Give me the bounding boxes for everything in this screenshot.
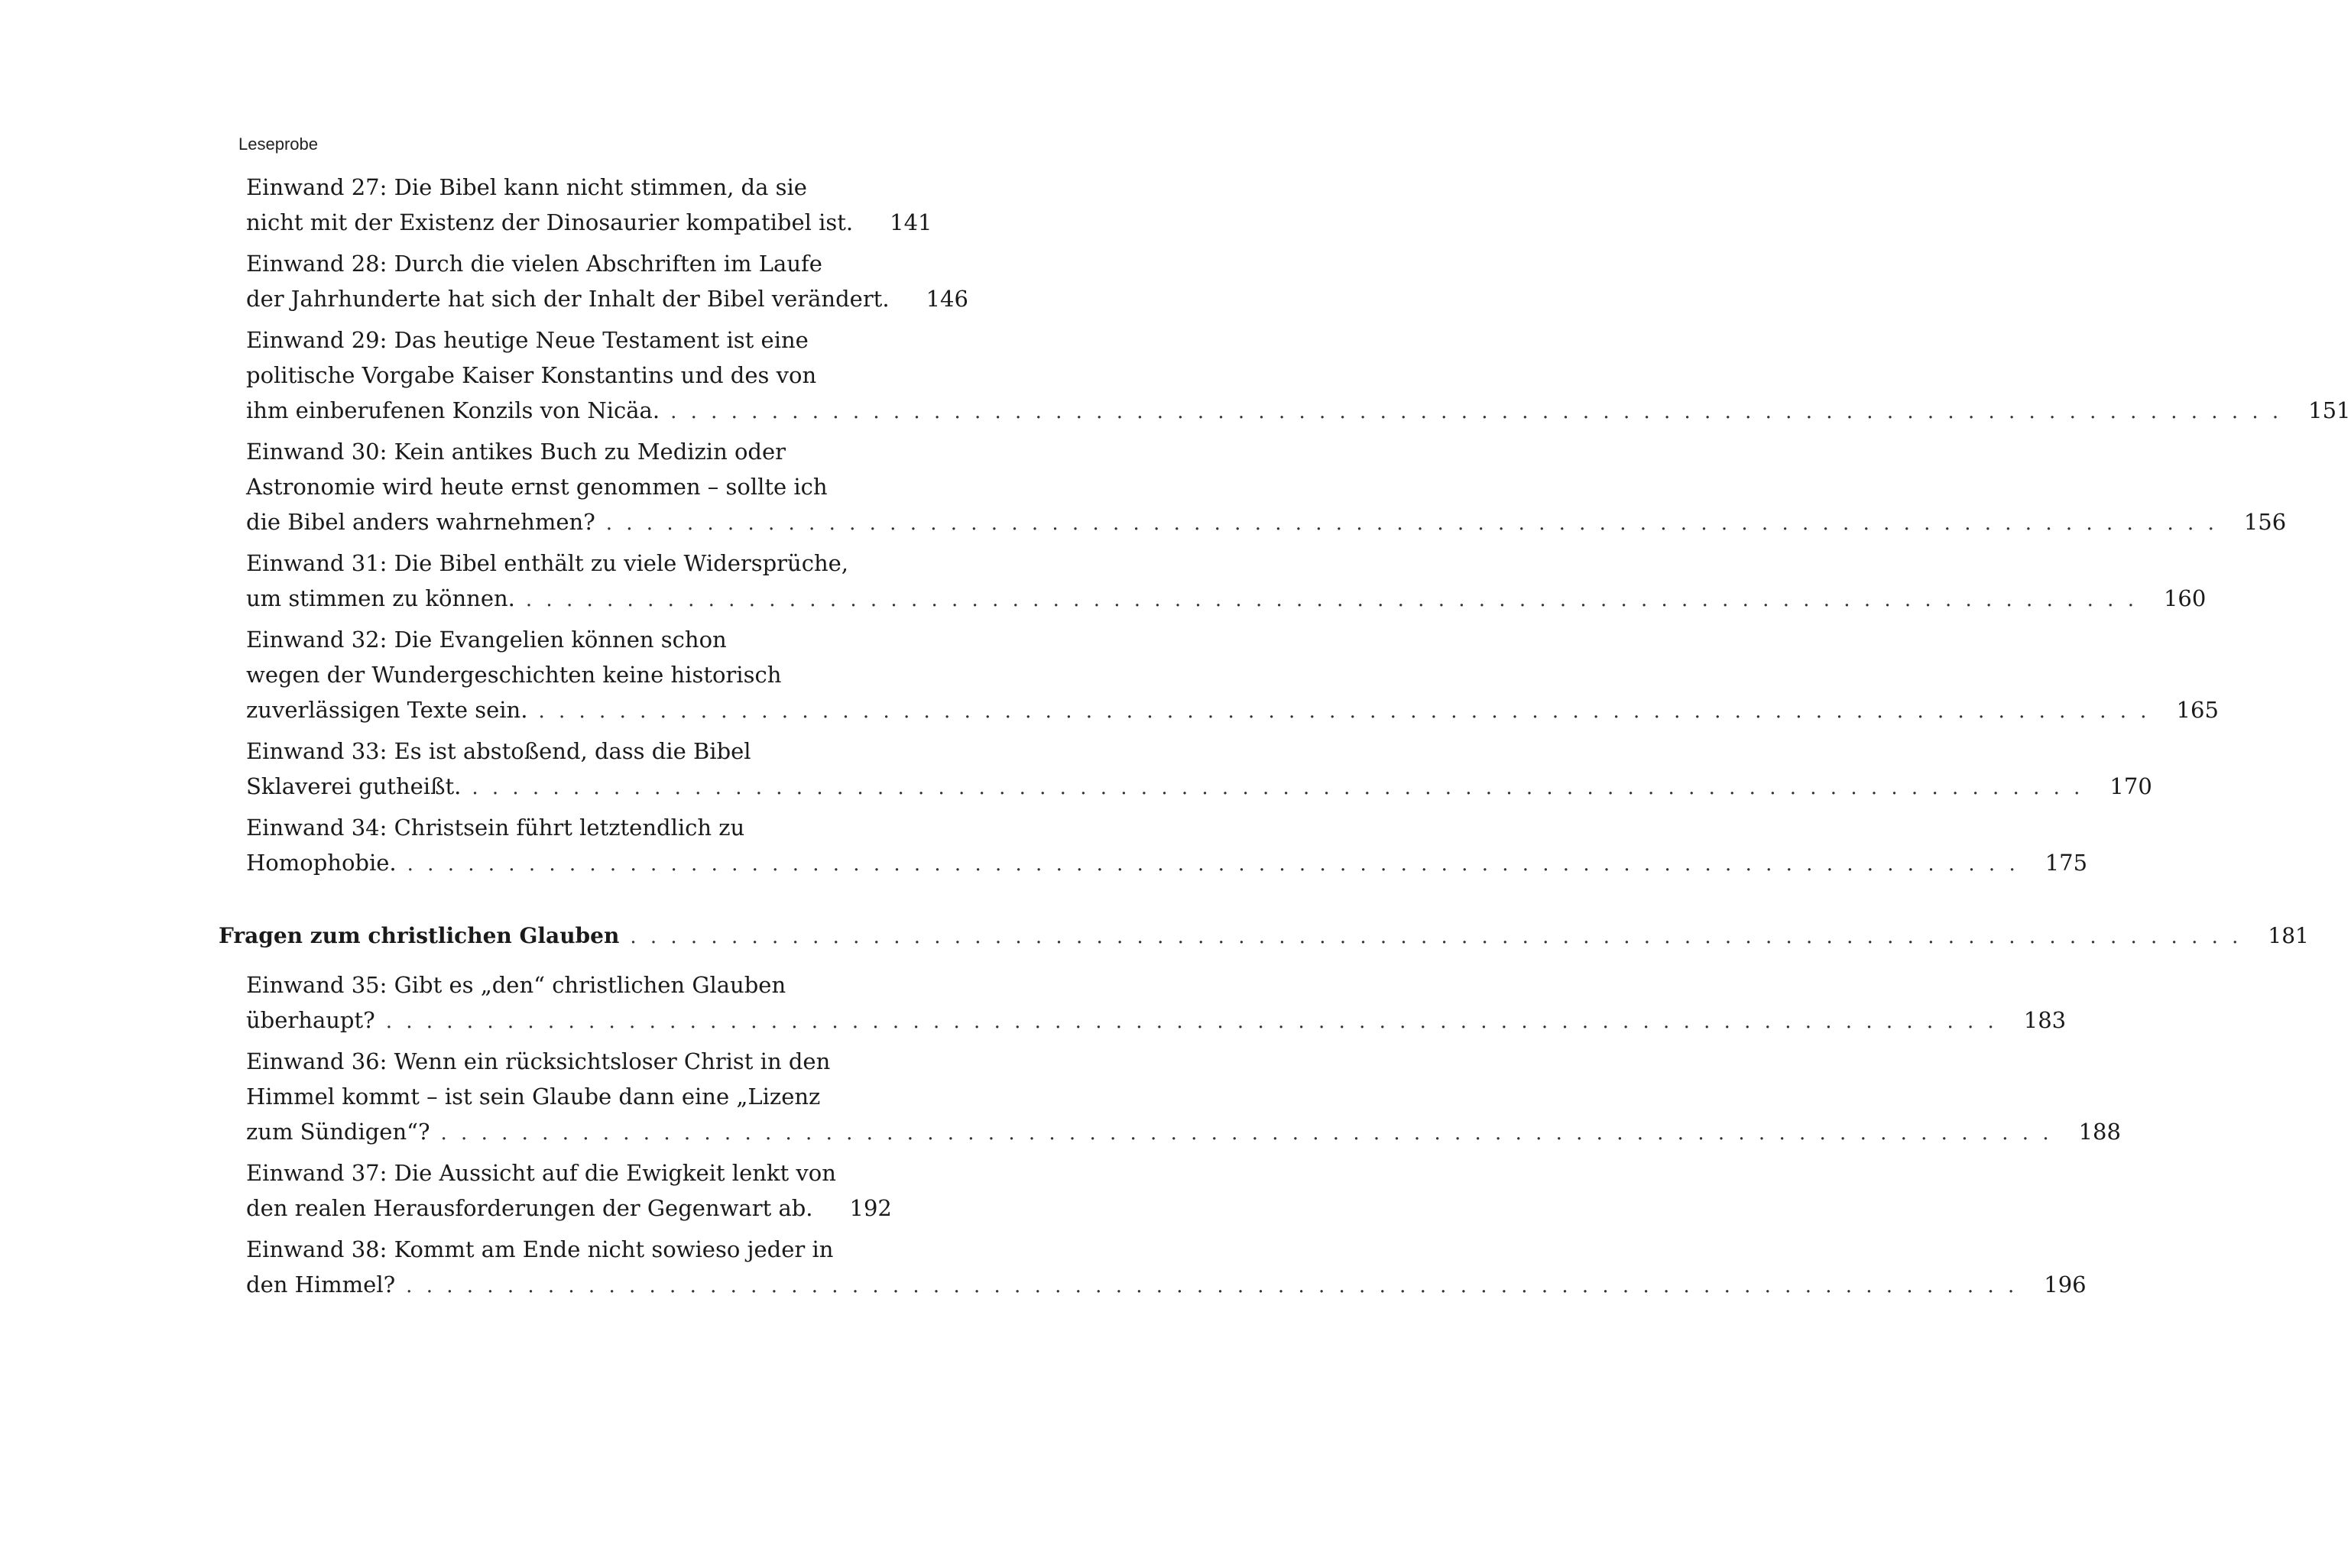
toc-entry-text: Einwand 29: Das heutige Neue Testament ist eine [246, 327, 809, 353]
toc-entry-text: Einwand 27: Die Bibel kann nicht stimmen, da sie [246, 174, 807, 200]
toc-entry[interactable] [246, 967, 2067, 1038]
toc-entry[interactable] [246, 246, 968, 316]
toc-entry-line [246, 657, 873, 692]
toc-entry-text: den realen Herausforderungen der Gegenwart ab. [246, 1195, 813, 1221]
toc-entry-text: Einwand 35: Gibt es „den“ christlichen Glauben [246, 972, 786, 998]
toc-entry-text: Sklaverei gutheißt. [246, 773, 462, 799]
page-number: 175 [2045, 850, 2088, 876]
section-title: Fragen zum christlichen Glauben [219, 923, 620, 948]
dot-leader: . . . . . . . . . . . . . . . . . . . . . . . . . . . . . . . . . . . . . . . . . . . . . . . . . . . . . . . . . . . . . . . . . . . . . . . . . . . . . . . . [472, 776, 2084, 799]
toc-entry-line [246, 246, 873, 281]
toc-entry-text: Einwand 33: Es ist abstoßend, dass die Bibel [246, 738, 751, 764]
toc-entry[interactable] [246, 170, 932, 240]
toc-entry-text: Einwand 32: Die Evangelien können schon [246, 627, 727, 653]
toc-entry-line [246, 1044, 873, 1079]
toc-entry-line [246, 434, 873, 469]
toc-entry-line [246, 281, 968, 316]
toc-entry-line [246, 734, 873, 769]
toc-entry-text: Einwand 37: Die Aussicht auf die Ewigkeit lenkt von [246, 1160, 836, 1186]
page-number: 196 [2044, 1272, 2087, 1297]
toc-entry[interactable] [246, 434, 2287, 539]
toc-entry[interactable] [246, 546, 2207, 616]
toc-entry-line [246, 469, 873, 504]
toc-entry-line [246, 1079, 873, 1114]
toc-entry[interactable] [246, 810, 2088, 880]
dot-leader: . . . . . . . . . . . . . . . . . . . . . . . . . . . . . . . . . . . . . . . . . . . . . . . . . . . . . . . . . . . . . . . . . . . . . . . . . . . . . . . . [406, 1275, 2019, 1297]
dot-leader: . . . . . . . . . . . . . . . . . . . . . . . . . . . . . . . . . . . . . . . . . . . . . . . . . . . . . . . . . . . . . . . . . . . . . . . . . . . . . . . . [525, 588, 2138, 611]
toc-entry-text: Homophobie. [246, 850, 397, 876]
toc-entry-text: überhaupt? [246, 1007, 375, 1033]
toc-entry-text: Einwand 34: Christsein führt letztendlich zu [246, 815, 745, 841]
toc-entry-line [246, 845, 2088, 880]
toc-entry[interactable] [246, 1044, 2121, 1149]
toc-entry-line [246, 1003, 2067, 1038]
toc-entry-line [246, 205, 932, 240]
toc-entry-line [246, 1232, 873, 1267]
toc-entry-line [246, 393, 2351, 428]
toc-entry-text: Einwand 30: Kein antikes Buch zu Medizin oder [246, 439, 786, 465]
leseprobe-label: Leseprobe [238, 134, 318, 154]
toc-entry-text: Himmel kommt – ist sein Glaube dann eine „Lizenz [246, 1084, 821, 1110]
toc-entry-text: der Jahrhunderte hat sich der Inhalt der Bibel verändert. [246, 286, 890, 312]
toc-entry[interactable] [246, 734, 2152, 804]
dot-leader: . . . . . . . . . . . . . . . . . . . . . . . . . . . . . . . . . . . . . . . . . . . . . . . . . . . . . . . . . . . . . . . . . . . . . . . . . . . . . . . . [440, 1122, 2053, 1145]
page-number: 188 [2078, 1119, 2121, 1145]
dot-leader: . . . . . . . . . . . . . . . . . . . . . . . . . . . . . . . . . . . . . . . . . . . . . . . . . . . . . . . . . . . . . . . . . . . . . . . . . . . . . . . . [385, 1010, 1998, 1033]
page-number: 170 [2109, 773, 2152, 799]
toc-entry-line [246, 1155, 873, 1191]
page-number: 146 [926, 286, 968, 312]
toc-entry-line [246, 322, 873, 358]
toc-entry-text: ihm einberufenen Konzils von Nicäa. [246, 397, 660, 423]
toc-entry-line [246, 504, 2287, 539]
toc-entry-text: nicht mit der Existenz der Dinosaurier kompatibel ist. [246, 209, 854, 235]
toc-entry-line [246, 1267, 2087, 1302]
dot-leader: . . . . . . . . . . . . . . . . . . . . . . . . . . . . . . . . . . . . . . . . . . . . . . . . . . . . . . . . . . . . . . . . . . . . . . . . . . . . . . . . [630, 925, 2242, 948]
page-number: 151 [2308, 397, 2351, 423]
toc-entry-line [246, 769, 2152, 804]
toc-entry[interactable] [246, 1232, 2087, 1302]
toc-entry[interactable] [246, 1155, 892, 1226]
toc-entry-text: politische Vorgabe Kaiser Konstantins und des von [246, 362, 817, 388]
toc-entry-text: zuverlässigen Texte sein. [246, 697, 528, 723]
dot-leader: . . . . . . . . . . . . . . . . . . . . . . . . . . . . . . . . . . . . . . . . . . . . . . . . . . . . . . . . . . . . . . . . . . . . . . . . . . . . . . . . [407, 853, 2019, 876]
toc-entry-line [246, 1114, 2121, 1149]
toc-entry[interactable] [246, 322, 2351, 428]
toc-entry-line [246, 581, 2207, 616]
dot-leader: . . . . . . . . . . . . . . . . . . . . . . . . . . . . . . . . . . . . . . . . . . . . . . . . . . . . . . . . . . . . . . . . . . . . . . . . . . . . . . . . [605, 512, 2218, 535]
toc-entry[interactable] [246, 622, 2219, 727]
toc-entry-text: zum Sündigen“? [246, 1119, 430, 1145]
toc-entry-line [246, 358, 873, 393]
toc-entry-text: den Himmel? [246, 1272, 396, 1297]
toc-entry-text: Einwand 31: Die Bibel enthält zu viele Widersprüche, [246, 550, 848, 576]
toc-entry-line [246, 170, 873, 205]
toc-entry-text: Astronomie wird heute ernst genommen – sollte ich [246, 474, 828, 500]
page-number: 165 [2176, 697, 2219, 723]
page-number: 183 [2023, 1007, 2067, 1033]
toc-entry-text: Einwand 38: Kommt am Ende nicht sowieso jeder in [246, 1236, 834, 1262]
toc-entry-line [246, 967, 873, 1003]
section-heading[interactable] [219, 918, 2309, 954]
toc-entry-line [246, 622, 873, 657]
toc-entry-line [246, 810, 873, 845]
page-number: 181 [2268, 923, 2309, 948]
page-number: 192 [849, 1195, 892, 1221]
page-number: 156 [2243, 509, 2287, 535]
toc-entry-text: die Bibel anders wahrnehmen? [246, 509, 595, 535]
page-number: 141 [890, 209, 932, 235]
toc-entry-line [246, 692, 2219, 727]
dot-leader: . . . . . . . . . . . . . . . . . . . . . . . . . . . . . . . . . . . . . . . . . . . . . . . . . . . . . . . . . . . . . . . . . . . . . . . . . . . . . . . . [670, 400, 2283, 423]
toc-entry-text: wegen der Wundergeschichten keine historisch [246, 662, 782, 688]
toc-entry-text: Einwand 28: Durch die vielen Abschriften im Laufe [246, 251, 822, 277]
toc-entry-line [246, 1191, 892, 1226]
toc-entry-text: Einwand 36: Wenn ein rücksichtsloser Christ in den [246, 1048, 831, 1074]
toc-entry-line [246, 546, 873, 581]
page-number: 160 [2163, 585, 2207, 611]
toc-entry-text: um stimmen zu können. [246, 585, 515, 611]
dot-leader: . . . . . . . . . . . . . . . . . . . . . . . . . . . . . . . . . . . . . . . . . . . . . . . . . . . . . . . . . . . . . . . . . . . . . . . . . . . . . . . . [538, 700, 2151, 723]
